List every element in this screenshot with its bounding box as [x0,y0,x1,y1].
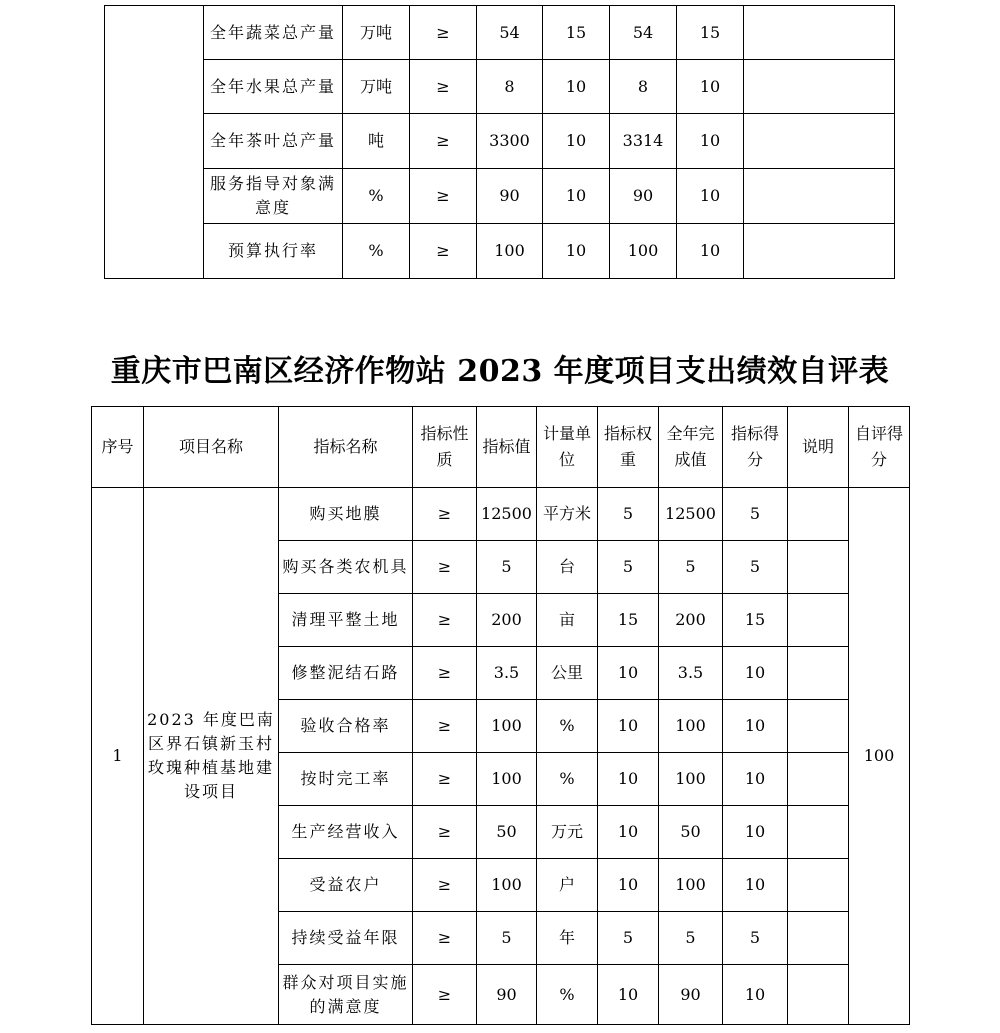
table-row [105,114,895,169]
weight-cell: 15 [598,594,659,647]
performance-evaluation-table [91,406,910,1025]
indicator-cell: 修整泥结石路 [279,647,413,700]
table-row [105,60,895,114]
operator-cell: ≥ [413,647,477,700]
actual-cell: 8 [610,60,677,114]
header-weight: 指标权重 [598,407,659,488]
note-cell [788,912,849,965]
header-unit: 计量单位 [537,407,598,488]
operator-cell: ≥ [410,224,477,279]
note-cell [788,700,849,753]
score-cell: 10 [723,700,788,753]
blank-cell [105,6,204,279]
target-cell: 100 [477,224,543,279]
operator-cell: ≥ [413,753,477,806]
unit-cell: % [537,753,598,806]
indicator-cell: 持续受益年限 [279,912,413,965]
header-nature: 指标性质 [413,407,477,488]
weight-cell: 10 [543,169,610,224]
header-row [92,407,910,488]
table-row [105,224,895,279]
unit-cell: 台 [537,541,598,594]
indicator-cell: 清理平整土地 [279,594,413,647]
score-cell: 10 [723,859,788,912]
top-indicator-table [104,5,895,279]
header-seq: 序号 [92,407,144,488]
value-cell: 100 [477,753,537,806]
operator-cell: ≥ [413,700,477,753]
note-cell [744,169,895,224]
unit-cell: 亩 [537,594,598,647]
header-indicator-name: 指标名称 [279,407,413,488]
indicator-cell: 购买各类农机具 [279,541,413,594]
score-cell: 10 [677,224,744,279]
main-table-body [92,407,910,1025]
indicator-cell: 受益农户 [279,859,413,912]
actual-cell: 100 [659,700,723,753]
score-cell: 15 [723,594,788,647]
unit-cell: 平方米 [537,488,598,541]
actual-cell: 50 [659,806,723,859]
header-note: 说明 [788,407,849,488]
actual-cell: 90 [610,169,677,224]
operator-cell: ≥ [413,912,477,965]
score-cell: 10 [677,60,744,114]
unit-cell: % [537,700,598,753]
operator-cell: ≥ [410,114,477,169]
project-name-cell: 2023 年度巴南区界石镇新玉村玫瑰种植基地建设项目 [144,488,279,1025]
self-score-cell: 100 [849,488,910,1025]
operator-cell: ≥ [413,541,477,594]
unit-cell: % [343,169,410,224]
unit-cell: 年 [537,912,598,965]
header-actual: 全年完成值 [659,407,723,488]
weight-cell: 10 [598,965,659,1025]
actual-cell: 12500 [659,488,723,541]
indicator-cell: 全年水果总产量 [204,60,343,114]
weight-cell: 10 [598,700,659,753]
score-cell: 10 [677,114,744,169]
indicator-cell: 生产经营收入 [279,806,413,859]
note-cell [788,647,849,700]
indicator-cell: 服务指导对象满意度 [204,169,343,224]
value-cell: 3.5 [477,647,537,700]
target-cell: 54 [477,6,543,60]
actual-cell: 200 [659,594,723,647]
actual-cell: 90 [659,965,723,1025]
value-cell: 5 [477,541,537,594]
note-cell [744,114,895,169]
weight-cell: 10 [543,224,610,279]
header-project-name: 项目名称 [144,407,279,488]
weight-cell: 10 [543,60,610,114]
header-self-score: 自评得分 [849,407,910,488]
operator-cell: ≥ [413,965,477,1025]
indicator-cell: 按时完工率 [279,753,413,806]
note-cell [788,753,849,806]
actual-cell: 5 [659,541,723,594]
value-cell: 5 [477,912,537,965]
target-cell: 90 [477,169,543,224]
note-cell [744,6,895,60]
actual-cell: 100 [659,859,723,912]
top-table-body [105,6,895,279]
indicator-cell: 验收合格率 [279,700,413,753]
operator-cell: ≥ [410,6,477,60]
value-cell: 200 [477,594,537,647]
weight-cell: 15 [543,6,610,60]
table-row [105,6,895,60]
weight-cell: 5 [598,541,659,594]
operator-cell: ≥ [413,594,477,647]
note-cell [788,488,849,541]
table-row [105,169,895,224]
unit-cell: 公里 [537,647,598,700]
operator-cell: ≥ [410,60,477,114]
operator-cell: ≥ [410,169,477,224]
value-cell: 100 [477,859,537,912]
actual-cell: 3314 [610,114,677,169]
value-cell: 50 [477,806,537,859]
indicator-cell: 群众对项目实施的满意度 [279,965,413,1025]
value-cell: 90 [477,965,537,1025]
operator-cell: ≥ [413,806,477,859]
weight-cell: 10 [598,647,659,700]
table-row [92,488,910,541]
seq-cell: 1 [92,488,144,1025]
actual-cell: 5 [659,912,723,965]
actual-cell: 3.5 [659,647,723,700]
header-value: 指标值 [477,407,537,488]
weight-cell: 5 [598,912,659,965]
value-cell: 100 [477,700,537,753]
score-cell: 10 [677,169,744,224]
unit-cell: 万吨 [343,60,410,114]
weight-cell: 10 [598,806,659,859]
actual-cell: 100 [610,224,677,279]
unit-cell: % [343,224,410,279]
unit-cell: 万吨 [343,6,410,60]
score-cell: 5 [723,541,788,594]
score-cell: 10 [723,753,788,806]
note-cell [788,859,849,912]
value-cell: 12500 [477,488,537,541]
header-score: 指标得分 [723,407,788,488]
actual-cell: 100 [659,753,723,806]
note-cell [788,541,849,594]
target-cell: 3300 [477,114,543,169]
score-cell: 5 [723,488,788,541]
score-cell: 10 [723,965,788,1025]
weight-cell: 10 [598,753,659,806]
page-title: 重庆市巴南区经济作物站 2023 年度项目支出绩效自评表 [110,354,890,389]
unit-cell: 万元 [537,806,598,859]
note-cell [744,224,895,279]
indicator-cell: 全年茶叶总产量 [204,114,343,169]
unit-cell: % [537,965,598,1025]
note-cell [788,594,849,647]
note-cell [788,806,849,859]
score-cell: 10 [723,647,788,700]
indicator-cell: 全年蔬菜总产量 [204,6,343,60]
score-cell: 5 [723,912,788,965]
weight-cell: 10 [598,859,659,912]
indicator-cell: 预算执行率 [204,224,343,279]
indicator-cell: 购买地膜 [279,488,413,541]
actual-cell: 54 [610,6,677,60]
weight-cell: 5 [598,488,659,541]
unit-cell: 吨 [343,114,410,169]
score-cell: 10 [723,806,788,859]
note-cell [744,60,895,114]
weight-cell: 10 [543,114,610,169]
note-cell [788,965,849,1025]
unit-cell: 户 [537,859,598,912]
target-cell: 8 [477,60,543,114]
operator-cell: ≥ [413,488,477,541]
score-cell: 15 [677,6,744,60]
operator-cell: ≥ [413,859,477,912]
